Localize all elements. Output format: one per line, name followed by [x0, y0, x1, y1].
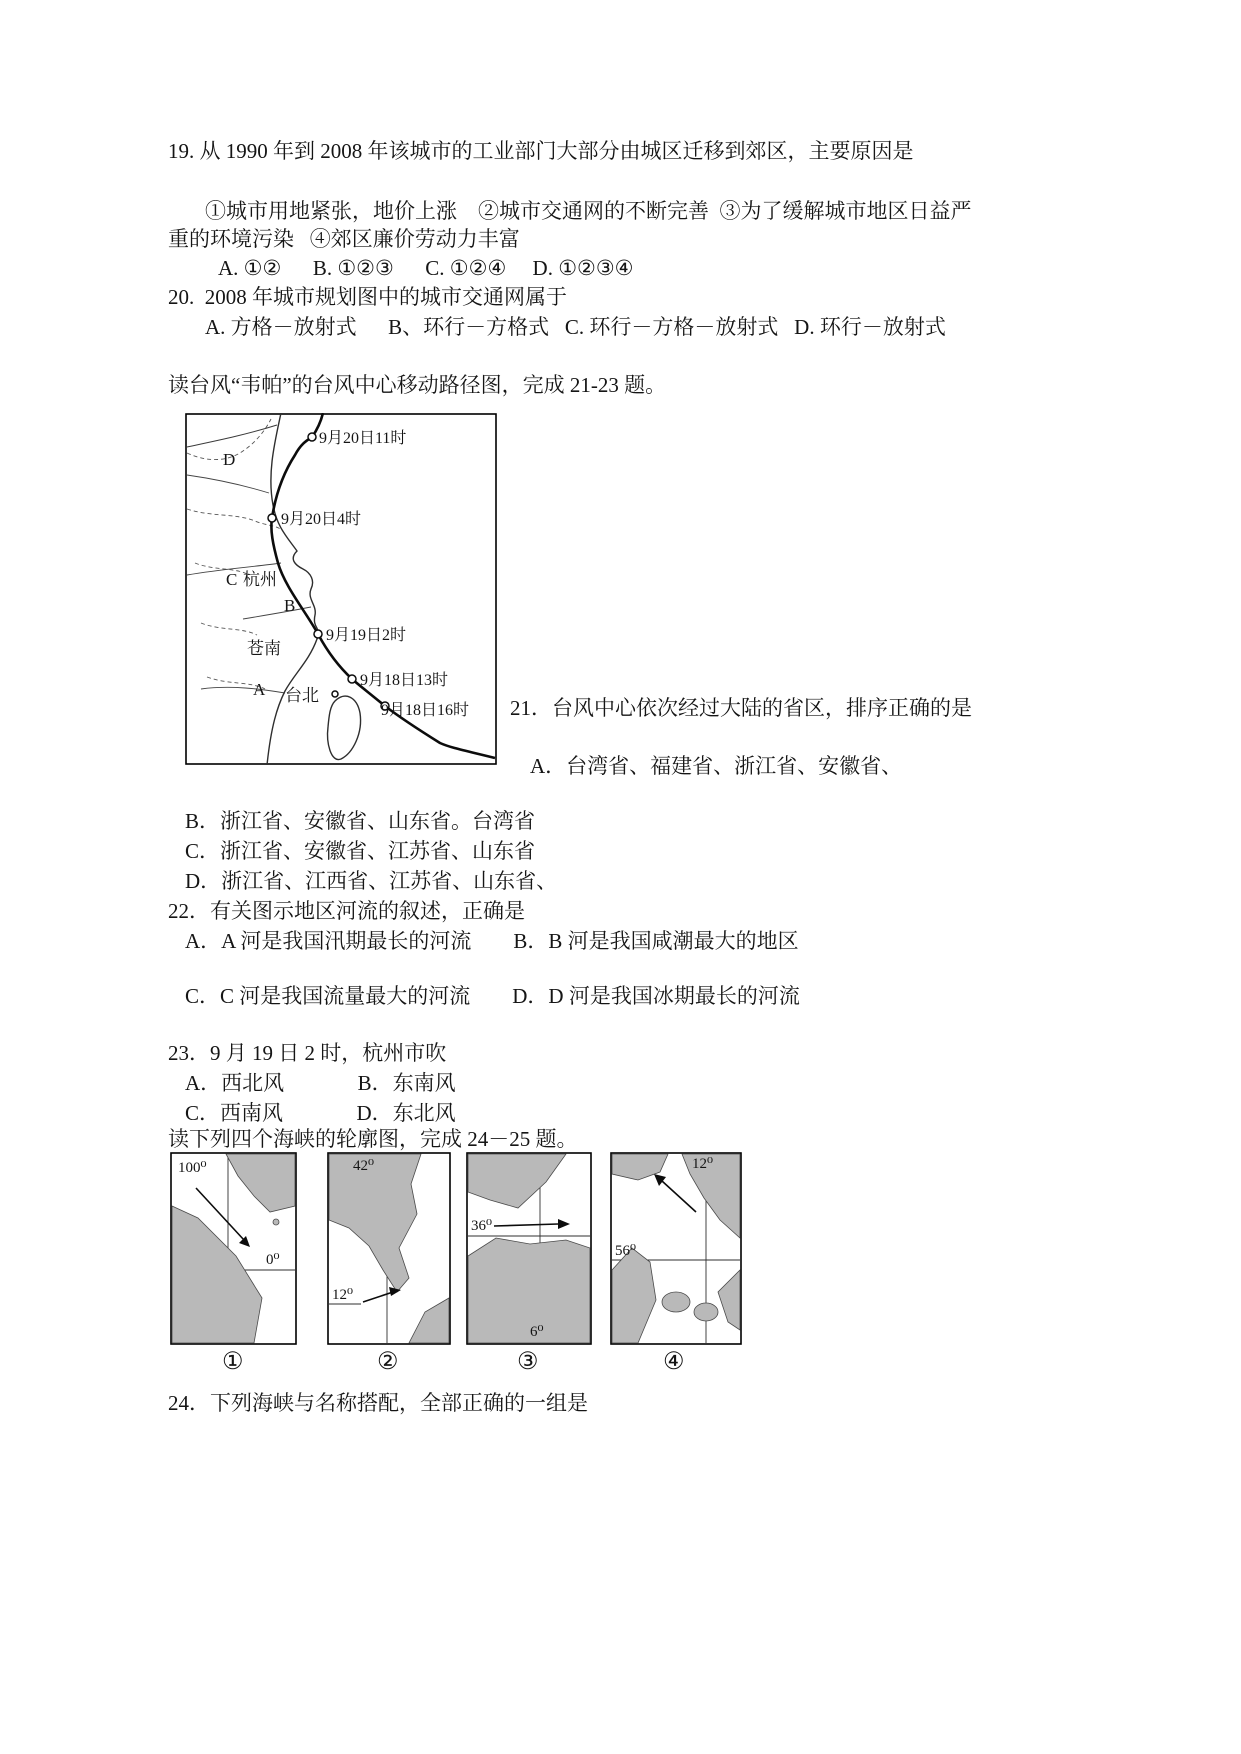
map-point-label-2: 9月20日4时	[281, 511, 362, 528]
strait-figure-4	[610, 1152, 742, 1350]
track-point-0920-04	[268, 514, 276, 522]
map-letter-b: B	[284, 596, 296, 615]
typhoon-path-map	[185, 413, 497, 765]
strait-figure-2	[327, 1152, 451, 1350]
strait4-longitude-label: 12⁰	[692, 1156, 714, 1172]
q19-items-line1: ①城市用地紧张，地价上涨 ②城市交通网的不断完善 ③为了缓解城市地区日益严	[205, 199, 972, 223]
q20-stem: 20. 2008 年城市规划图中的城市交通网属于	[168, 285, 567, 309]
q21-option-b: B．浙江省、安徽省、山东省。台湾省	[185, 809, 536, 833]
figure-number-3: ③	[517, 1349, 539, 1375]
strait1-small-island	[273, 1219, 279, 1225]
typhoon-intro: 读台风“韦帕”的台风中心移动路径图，完成 21-23 题。	[168, 373, 667, 397]
strait-map-3	[466, 1152, 592, 1345]
q21-option-d: D．浙江省、江西省、江苏省、山东省、	[185, 869, 558, 893]
map-city-taibei: 台北	[285, 686, 319, 705]
q19-answers: A. ①② B. ①②③ C. ①②④ D. ①②③④	[218, 256, 634, 280]
strait3-longitude-label: 6⁰	[530, 1324, 544, 1340]
q22-options-cd: C．C 河是我国流量最大的河流 D．D 河是我国冰期最长的河流	[185, 984, 800, 1008]
strait-map-2	[327, 1152, 451, 1345]
map-point-label-1: 9月20日11时	[319, 430, 407, 447]
strait-figure-1	[170, 1152, 297, 1350]
track-point-0919-02	[314, 630, 322, 638]
q21-option-c: C．浙江省、安徽省、江苏省、山东省	[185, 839, 536, 863]
track-point-0918-13	[348, 675, 356, 683]
map-letter-a: A	[253, 680, 266, 699]
strait-map-1	[170, 1152, 297, 1345]
strait-map-4	[610, 1152, 742, 1345]
q23-stem: 23．9 月 19 日 2 时，杭州市吹	[168, 1041, 447, 1065]
strait3-land-south	[468, 1238, 590, 1343]
figure-number-1: ①	[222, 1349, 244, 1375]
strait3-latitude-label: 36⁰	[471, 1218, 493, 1234]
strait2-latitude-label: 42⁰	[353, 1158, 375, 1174]
track-point-0920-11	[308, 433, 316, 441]
strait1-latitude-label: 0⁰	[266, 1252, 280, 1268]
q24-stem: 24．下列海峡与名称搭配，全部正确的一组是	[168, 1391, 588, 1415]
strait2-longitude-label: 12⁰	[332, 1287, 354, 1303]
straits-intro: 读下列四个海峡的轮廓图，完成 24－25 题。	[168, 1127, 578, 1151]
q23-options-ab: A．西北风 B．东南风	[185, 1071, 456, 1095]
q22-options-ab: A．A 河是我国汛期最长的河流 B．B 河是我国咸潮最大的地区	[185, 929, 799, 953]
q21-stem: 21．台风中心依次经过大陆的省区，排序正确的是	[510, 696, 972, 720]
q22-stem: 22．有关图示地区河流的叙述，正确是	[168, 899, 525, 923]
q20-answers: A. 方格－放射式 B、环行－方格式 C. 环行－方格－放射式 D. 环行－放射式	[205, 315, 946, 339]
q23-options-cd: C．西南风 D．东北风	[185, 1101, 456, 1125]
strait4-latitude-label: 56⁰	[615, 1243, 637, 1259]
strait-figure-3	[466, 1152, 592, 1350]
strait4-island-2	[694, 1303, 718, 1321]
map-letter-d: D	[223, 450, 236, 469]
q19-items-line2: 重的环境污染 ④郊区廉价劳动力丰富	[168, 227, 520, 251]
map-point-label-3: 9月19日2时	[326, 627, 407, 644]
map-letter-c: C	[226, 570, 238, 589]
figure-number-4: ④	[663, 1349, 685, 1375]
taibei-city-marker	[332, 691, 338, 697]
figure-number-2: ②	[377, 1349, 399, 1375]
q21-option-a: A．台湾省、福建省、浙江省、安徽省、	[530, 754, 903, 778]
map-city-hangzhou: 杭州	[243, 570, 277, 589]
map-city-cangnan: 苍南	[247, 639, 281, 658]
map-point-label-4: 9月18日13时	[360, 672, 449, 689]
map-point-label-5: 9月18日16时	[381, 702, 470, 719]
q19-stem: 19. 从 1990 年到 2008 年该城市的工业部门大部分由城区迁移到郊区，主要原因是	[168, 139, 914, 163]
strait1-longitude-label: 100⁰	[178, 1160, 207, 1176]
typhoon-map-figure	[185, 413, 497, 770]
strait4-island-1	[662, 1292, 690, 1312]
